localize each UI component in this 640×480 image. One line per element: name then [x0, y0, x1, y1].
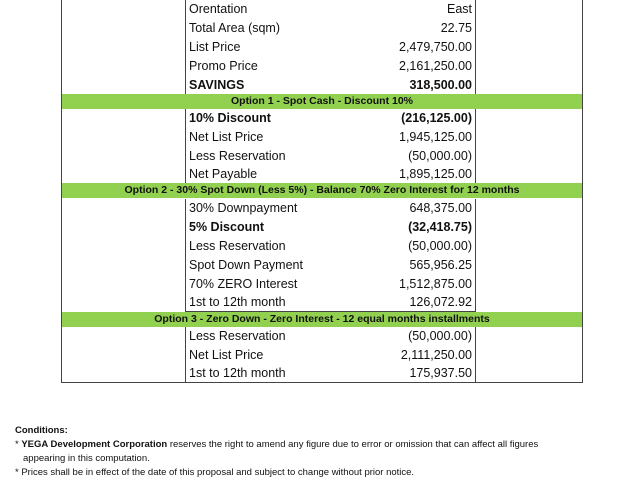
row-value: East	[446, 2, 472, 16]
row-label: Net List Price	[189, 348, 264, 362]
row-value: 2,111,250.00	[400, 348, 472, 362]
row-label: 70% ZERO Interest	[189, 277, 298, 291]
row-option1-net-payable	[62, 165, 582, 184]
row-value: 126,072.92	[409, 295, 472, 309]
row-total-area	[62, 19, 582, 38]
row-label: 30% Downpayment	[189, 201, 298, 215]
row-value: (50,000.00)	[408, 149, 472, 163]
condition-item-1: * YEGA Development Corporation reserves the right to amend any figure due to error or omission that can affect all figures	[15, 439, 539, 450]
row-option1-net-list-price	[62, 128, 582, 147]
row-value: 648,375.00	[409, 201, 472, 215]
row-label: Promo Price	[189, 59, 258, 73]
row-label: Net Payable	[189, 167, 258, 181]
condition-text: reserves the right to amend any figure due to error or omission that can affect all figures	[167, 439, 539, 450]
row-label: Total Area (sqm)	[189, 21, 281, 35]
row-value: 2,479,750.00	[399, 40, 472, 54]
row-option1-less-reservation	[62, 147, 582, 166]
row-label: Less Reservation	[189, 239, 286, 253]
row-option2-zero-interest	[62, 275, 582, 294]
condition-item-1-continued: appearing in this computation.	[23, 453, 150, 464]
row-value: (50,000.00)	[408, 329, 472, 343]
row-value: (50,000.00)	[408, 239, 472, 253]
row-label: 10% Discount	[189, 111, 271, 125]
row-option2-less-reservation	[62, 237, 582, 256]
row-label: Less Reservation	[189, 329, 286, 343]
row-option3-monthly	[62, 364, 582, 383]
row-option2-spot-down-payment	[62, 256, 582, 275]
row-label: 1st to 12th month	[189, 295, 286, 309]
row-promo-price	[62, 57, 582, 76]
row-orientation	[62, 0, 582, 19]
row-label: 1st to 12th month	[189, 366, 286, 380]
row-option1-discount	[62, 109, 582, 128]
row-label: Net List Price	[189, 130, 264, 144]
row-value: 1,945,125.00	[399, 130, 472, 144]
row-savings	[62, 76, 582, 95]
row-value: 318,500.00	[409, 78, 472, 92]
row-value: 22.75	[440, 21, 472, 35]
row-option3-net-list-price	[62, 346, 582, 365]
option3-header: Option 3 - Zero Down - Zero Interest - 12 equal months installments	[62, 312, 582, 327]
option1-header: Option 1 - Spot Cash - Discount 10%	[62, 94, 582, 109]
row-value: 565,956.25	[409, 258, 472, 272]
row-value: 175,937.50	[409, 366, 472, 380]
row-option2-monthly	[62, 293, 582, 312]
row-option3-less-reservation	[62, 327, 582, 346]
row-value: 1,895,125.00	[399, 167, 472, 181]
computation-sheet	[61, 0, 583, 383]
option2-header: Option 2 - 30% Spot Down (Less 5%) - Balance 70% Zero Interest for 12 months	[62, 183, 582, 198]
row-label: List Price	[189, 40, 241, 54]
row-list-price	[62, 38, 582, 57]
row-value: (216,125.00)	[401, 111, 472, 125]
condition-text: Prices shall be in effect of the date of this proposal and subject to change without prior notice.	[21, 467, 415, 478]
row-option2-discount	[62, 218, 582, 237]
conditions-title: Conditions:	[15, 425, 68, 436]
row-label: Orentation	[189, 2, 248, 16]
row-label: Less Reservation	[189, 149, 286, 163]
row-option2-downpayment	[62, 199, 582, 218]
company-name: YEGA Development Corporation	[21, 439, 168, 450]
row-value: 1,512,875.00	[399, 277, 472, 291]
row-label: 5% Discount	[189, 220, 265, 234]
condition-item-2: * Prices shall be in effect of the date of this proposal and subject to change without prior notice.	[15, 467, 415, 478]
row-value: 2,161,250.00	[399, 59, 472, 73]
row-label: SAVINGS	[189, 78, 245, 92]
row-label: Spot Down Payment	[189, 258, 303, 272]
row-value: (32,418.75)	[408, 220, 472, 234]
conditions-block	[15, 424, 635, 480]
